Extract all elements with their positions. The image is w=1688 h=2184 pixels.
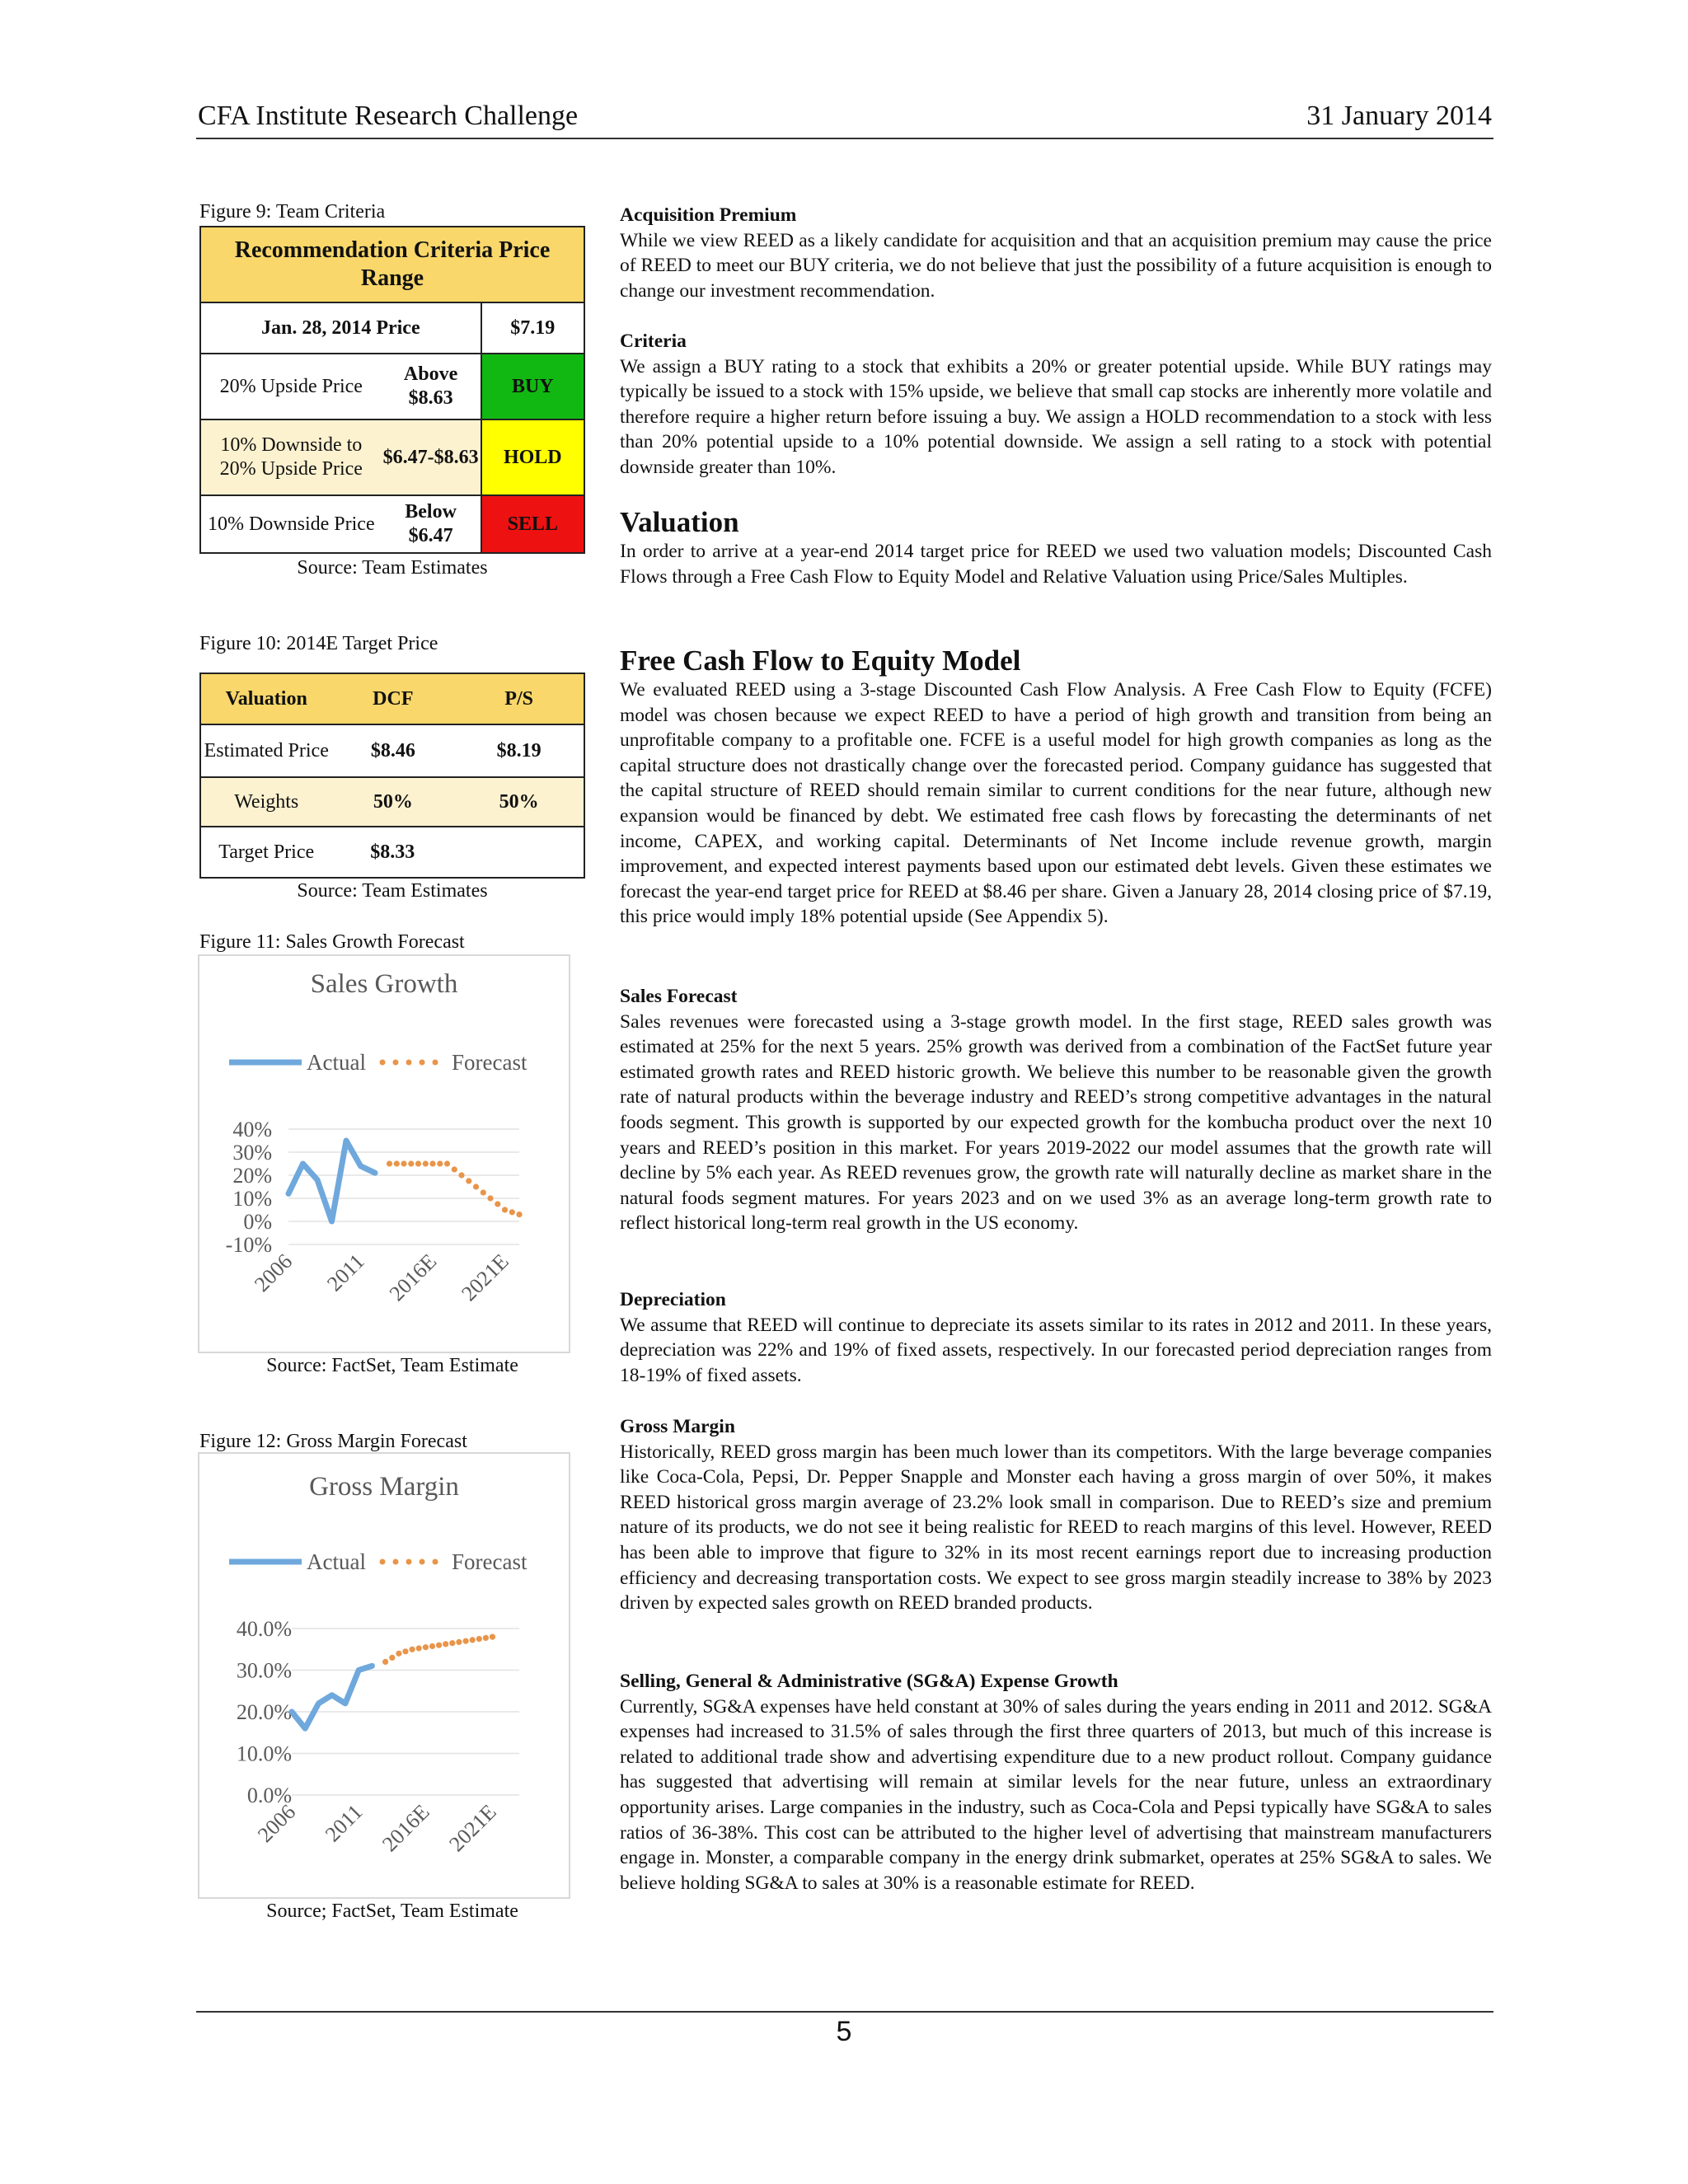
forecast-point [410, 1647, 415, 1652]
fcfe-body: We evaluated REED using a 3-stage Discounted Cash Flow Analysis. A Free Cash Flow to Equity (FCFE) model was chosen because we expect REED to have a period of high growth and transition from being an unprofitable company to a profitable one. FCFE is a useful model for high growth companies as long as the capital structure does not drastically change over the forecasted period. Company guidance has suggested that the capital structure of REED should remain similar to current conditions for the near future, although new expansion would be financed by debt. We estimated free cash flows by forecasting the determinants of net income, CAPEX, and working capital. Determinants of Net Income include revenue growth, margin improvement, and expected interest payments based upon our estimated debt levels. Given these estimates we forecast the year-end target price for REED at $8.46 per share. Given a January 28, 2014 closing price of $7.19, this price would imply 18% potential upside (See Appendix 5). [620, 679, 1492, 928]
gross-margin-section [620, 1414, 1492, 1616]
price-value: $7.19 [481, 302, 584, 354]
legend-forecast-label: Forecast [452, 1549, 528, 1574]
criteria-heading: Criteria [620, 330, 687, 352]
y-tick-label: 30.0% [236, 1658, 292, 1683]
sga-heading: Selling, General & Administrative (SG&A) Expense Growth [620, 1671, 1118, 1692]
forecast-point [481, 1189, 486, 1195]
figure-9-source: Source: Team Estimates [297, 557, 488, 579]
dcf-estimate: $8.46 [331, 724, 454, 777]
y-tick-label: 40% [232, 1118, 272, 1141]
y-tick-label: 20% [232, 1164, 272, 1188]
forecast-point [452, 1166, 457, 1172]
forecast-point [423, 1644, 429, 1650]
forecast-point [416, 1645, 422, 1651]
sales-forecast-heading: Sales Forecast [620, 986, 738, 1007]
acquisition-body: While we view REED as a likely candidate for acquisition and that an acquisition premium may cause the price of REED to meet our BUY criteria, we do not believe that just the possibility of a future acquisition is enough to change our investment recommendation. [620, 229, 1492, 302]
x-tick-label: 2016E [384, 1249, 442, 1306]
y-tick-label: 10% [232, 1187, 272, 1211]
forecast-point [458, 1172, 464, 1178]
criteria-row-value: Above $8.63 [382, 354, 481, 419]
forecast-point [449, 1640, 455, 1646]
forecast-point [408, 1160, 414, 1166]
weights-label: Weights [200, 777, 331, 827]
x-tick-label: 2016E [377, 1799, 434, 1857]
x-tick-label: 2021E [457, 1249, 513, 1306]
x-tick-label: 2006 [252, 1799, 301, 1848]
actual-series-line [292, 1666, 372, 1728]
criteria-table-title: Recommendation Criteria Price Range [200, 227, 584, 302]
forecast-point [415, 1160, 421, 1166]
forecast-point [437, 1160, 443, 1166]
forecast-point [466, 1178, 471, 1183]
price-label: Jan. 28, 2014 Price [200, 302, 481, 354]
footer-rule [196, 2011, 1493, 2013]
forecast-point [394, 1160, 400, 1166]
sales-forecast-body: Sales revenues were forecasted using a 3-stage growth model. In the first stage, REED sales growth was estimated at 25% for the next 5 years. 25% growth was derived from a combination of the FactSet future year estimated growth rates and REED historic growth. We believe this number to be reasonable given the growth rate of natural products within the beverage industry and REED’s strong competitive advantages in the natural foods segment. This growth is supported by our expected growth for the kombucha product over the next 10 years and REED’s position in this market. For years 2019-2022 our model assumes that the growth rate will decline by 5% each year. As REED revenues grow, the growth rate will naturally decline as market share in the natural foods segment matures. For years 2023 and on we used 3% as an average long-term growth rate to reflect historical long-term real growth in the US economy. [620, 1010, 1492, 1235]
forecast-point [387, 1160, 392, 1166]
sales-growth-svg [199, 956, 569, 1352]
forecast-point [436, 1643, 442, 1648]
sales-forecast-section [620, 984, 1492, 1236]
col-dcf-header: DCF [331, 673, 454, 724]
figure-12-caption: Figure 12: Gross Margin Forecast [199, 1431, 467, 1452]
criteria-row-value: $6.47-$8.63 [382, 419, 481, 495]
gross-margin-svg [199, 1454, 569, 1897]
fcfe-section [620, 644, 1492, 930]
x-tick-label: 2011 [320, 1799, 368, 1847]
col-valuation-header: Valuation [200, 673, 331, 724]
forecast-point [456, 1639, 462, 1645]
forecast-point [470, 1637, 476, 1643]
acquisition-heading: Acquisition Premium [620, 204, 797, 226]
y-tick-label: 0% [243, 1210, 272, 1234]
figure-9-caption: Figure 9: Team Criteria [199, 201, 386, 223]
figure-11-caption: Figure 11: Sales Growth Forecast [199, 931, 465, 953]
forecast-point [429, 1160, 435, 1166]
sales-growth-chart [198, 954, 570, 1353]
y-tick-label: 40.0% [236, 1617, 292, 1641]
legend-actual-label: Actual [307, 1050, 366, 1075]
criteria-row-label: 10% Downside Price [200, 495, 382, 553]
forecast-point [495, 1201, 500, 1207]
forecast-point [473, 1183, 479, 1189]
figure-10-source: Source: Team Estimates [297, 880, 488, 902]
forecast-point [476, 1636, 482, 1642]
page-number: 5 [836, 2016, 852, 2047]
y-tick-label: 20.0% [236, 1700, 292, 1724]
forecast-point [429, 1643, 435, 1649]
criteria-section [620, 329, 1492, 480]
forecast-point [509, 1209, 515, 1215]
fcfe-heading: Free Cash Flow to Equity Model [620, 644, 1021, 677]
criteria-row-label: 20% Upside Price [200, 354, 382, 419]
criteria-row-label: 10% Downside to 20% Upside Price [200, 419, 382, 495]
legend-forecast-label: Forecast [452, 1050, 528, 1075]
figure-10-caption: Figure 10: 2014E Target Price [199, 633, 438, 654]
y-tick-label: 0.0% [246, 1783, 292, 1807]
ps-weight: 50% [454, 777, 584, 827]
forecast-point [502, 1207, 508, 1212]
y-tick-label: -10% [225, 1233, 272, 1257]
figure-12-source: Source; FactSet, Team Estimate [266, 1900, 518, 1922]
valuation-heading: Valuation [620, 506, 739, 538]
x-tick-label: 2006 [249, 1249, 298, 1297]
forecast-point [443, 1641, 448, 1647]
chart-title: Sales Growth [310, 969, 458, 999]
figure-11-source: Source: FactSet, Team Estimate [266, 1355, 518, 1376]
forecast-point [463, 1638, 469, 1644]
chart-title: Gross Margin [309, 1472, 459, 1502]
depreciation-body: We assume that REED will continue to depreciate its assets similar to its rates in 2012 and 2011. In these years, depreciation was 22% and 19% of fixed assets, respectively. In our forecasted period depreciation ranges from 18-19% of fixed assets. [620, 1314, 1492, 1386]
forecast-point [490, 1634, 495, 1640]
header-rule [196, 138, 1493, 139]
valuation-body: In order to arrive at a year-end 2014 target price for REED we used two valuation models; Discounted Cash Flows through a Free Cash Flow to Equity Model and Relative Valuation using Price/Sales Multiples. [620, 541, 1492, 588]
x-tick-label: 2021E [444, 1799, 501, 1857]
forecast-point [401, 1160, 406, 1166]
gross-margin-chart [198, 1452, 570, 1899]
forecast-point [444, 1160, 450, 1166]
forecast-point [483, 1635, 489, 1641]
forecast-point [402, 1648, 408, 1654]
sga-section [620, 1669, 1492, 1896]
dcf-weight: 50% [331, 777, 454, 827]
hold-badge: HOLD [481, 419, 584, 495]
depreciation-heading: Depreciation [620, 1289, 726, 1310]
header-date: 31 January 2014 [1306, 101, 1492, 131]
team-criteria-table [199, 226, 585, 554]
forecast-point [423, 1160, 429, 1166]
legend-actual-label: Actual [307, 1549, 366, 1574]
forecast-point [396, 1651, 401, 1657]
depreciation-section [620, 1287, 1492, 1388]
criteria-row-value: Below $6.47 [382, 495, 481, 553]
header-title: CFA Institute Research Challenge [198, 101, 579, 131]
target-price-value: $8.33 [331, 827, 584, 878]
y-tick-label: 30% [232, 1141, 272, 1165]
target-price-table [199, 673, 585, 879]
estimated-price-label: Estimated Price [200, 724, 331, 777]
acquisition-section [620, 203, 1492, 303]
col-ps-header: P/S [454, 673, 584, 724]
sga-body: Currently, SG&A expenses have held constant at 30% of sales during the years ending in 2011 and 2012. SG&A expenses had increased to 31.5% of sales through the first three quarters of 2013, but much of this increase is related to additional trade show and advertising expenditure due to a new product rollout. Company guidance has suggested that advertising will remain at similar levels for the near future, unless an extraordinary opportunity arises. Large companies in the industry, such as Coca-Cola and Pepsi typically have SG&A to sales ratios of 36-38%. This cost can be attributed to the higher level of advertising that mainstream manufacturers engage in. Monster, a comparable company in the energy drink submarket, operates at 25% SG&A to sales. We believe holding SG&A to sales at 30% is a reasonable estimate for REED. [620, 1695, 1492, 1894]
sell-badge: SELL [481, 495, 584, 553]
forecast-point [487, 1195, 493, 1201]
forecast-point [382, 1659, 388, 1665]
forecast-point [516, 1212, 522, 1217]
gross-margin-heading: Gross Margin [620, 1416, 735, 1437]
criteria-body: We assign a BUY rating to a stock that exhibits a 20% or greater potential upside. While BUY ratings may typically be issued to a stock with 15% upside, we believe that small cap stocks are inherently more volatile and therefore require a higher return before issuing a buy. We assign a HOLD recommendation to a stock with less than 20% potential upside to a 10% potential downside. We assign a sell rating to a stock with potential downside greater than 10%. [620, 355, 1492, 478]
target-price-label: Target Price [200, 827, 331, 878]
forecast-point [389, 1655, 395, 1661]
gross-margin-body: Historically, REED gross margin has been much lower than its competitors. With the large beverage companies like Coca-Cola, Pepsi, Dr. Pepper Snapple and Monster each having a gross margin of over 50%, it makes REED historical gross margin average of 23.2% look small in comparison. Due to REED’s size and premium nature of its products, we do not see it being realistic for REED to reach margins of this level. However, REED has been able to improve that figure to 32% in its most recent earnings report due to increasing production efficiency and decreasing transportation costs. We expect to see gross margin steadily increase to 38% by 2023 driven by expected sales growth on REED branded products. [620, 1441, 1492, 1615]
x-tick-label: 2011 [322, 1249, 369, 1296]
ps-estimate: $8.19 [454, 724, 584, 777]
valuation-section [620, 506, 1492, 589]
buy-badge: BUY [481, 354, 584, 419]
y-tick-label: 10.0% [236, 1741, 292, 1766]
